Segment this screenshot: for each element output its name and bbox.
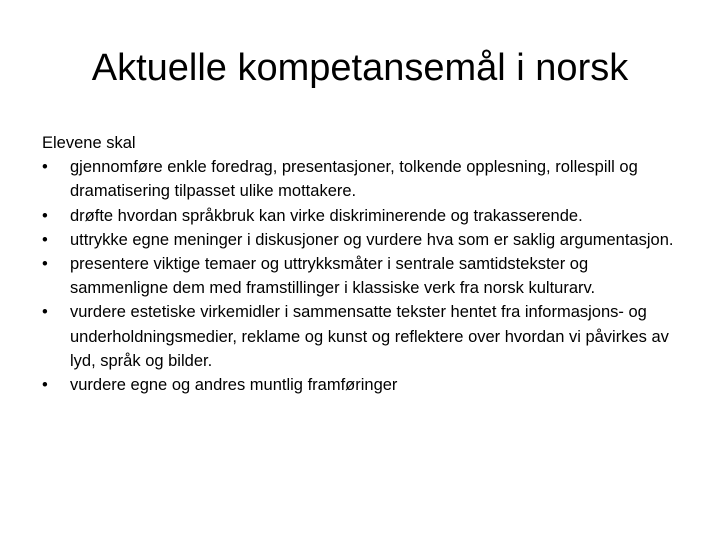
slide-body [42,131,682,397]
intro-text: Elevene skal [42,134,136,152]
bullet-icon: • [42,206,48,225]
bullet-icon: • [42,158,48,177]
bullet-icon: • [42,376,48,395]
bullet-text: uttrykke egne meninger i diskusjoner og vurdere hva som er saklig argumentasjon. [70,230,674,249]
bullet-item-1 [42,155,682,203]
bullet-icon: • [42,230,48,249]
bullet-icon: • [42,255,48,274]
bullet-list [42,155,682,397]
bullet-item-6 [42,373,682,397]
bullet-text: vurdere egne og andres muntlig framføringer [70,376,398,395]
bullet-item-3 [42,228,682,252]
bullet-text: vurdere estetiske virkemidler i sammensatte tekster hentet fra informasjons- og underholdningsmedier, reklame og kunst og reflektere over hvordan vi påvirkes av lyd, språk og bilder. [70,303,669,370]
bullet-item-2 [42,204,682,228]
bullet-item-5 [42,300,682,373]
bullet-icon: • [42,303,48,322]
bullet-text: drøfte hvordan språkbruk kan virke diskriminerende og trakasserende. [70,206,583,225]
bullet-text: presentere viktige temaer og uttrykksmåter i sentrale samtidstekster og sammenligne dem med framstillinger i klassiske verk fra norsk kulturarv. [70,255,596,298]
bullet-item-4 [42,252,682,300]
bullet-text: gjennomføre enkle foredrag, presentasjoner, tolkende opplesning, rollespill og dramatisering tilpasset ulike mottakere. [70,158,638,201]
slide-title: Aktuelle kompetansemål i norsk [91,47,629,89]
